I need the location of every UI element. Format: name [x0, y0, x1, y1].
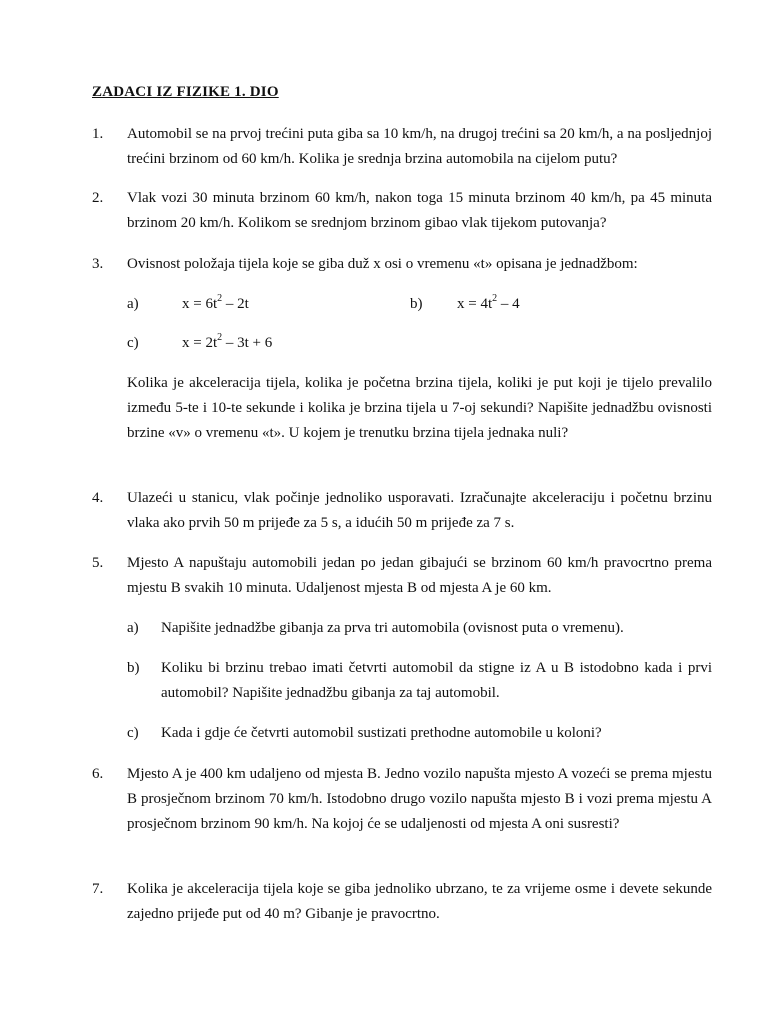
problem-3-question: Kolika je akceleracija tijela, kolika je početna brzina tijela, koliki je put koji je tijelo prevalilo između 5-te i 10-te sekunde i kolika je brzina tijela u 7-oj sekundi? Napišite jednadžbu ovisnosti brzine «v» o vremenu «t». U kojem je trenutku brzina tijela jednaka nuli? [127, 375, 712, 441]
problem-6-text: Mjesto A je 400 km udaljeno od mjesta B. Jedno vozilo napušta mjesto A vozeći se prema mjestu B prosječnom brzinom 70 km/h. Istodobno drugo vozilo napušta mjesto B i vozi prema mjestu A prosječnom brzinom 90 km/h. Na kojoj će se udaljenosti od mjesta A oni susresti? [127, 766, 712, 832]
problem-3-a-equation: $x = 6t^2 - 2t$ [182, 293, 249, 312]
problem-1-number: 1. [92, 126, 104, 142]
problem-5-c-label: c) [127, 725, 139, 741]
problem-1-text: Automobil se na prvoj trećini puta giba sa 10 km/h, na drugoj trećini sa 20 km/h, a na posljednjoj trećini brzinom od 60 km/h. Kolika je srednja brzina automobila na cijelom putu? [127, 126, 712, 167]
problem-3-text: Ovisnost položaja tijela koje se giba duž x osi o vremenu «t» opisana je jednadžbom: [127, 256, 638, 272]
problem-3-b-label: b) [410, 296, 423, 312]
problem-3-a-label: a) [127, 296, 139, 312]
problem-3-c-label: c) [127, 335, 139, 351]
problem-7-number: 7. [92, 881, 104, 897]
problem-2-number: 2. [92, 190, 104, 206]
problem-5-c-text: Kada i gdje će četvrti automobil sustizati prethodne automobile u koloni? [161, 725, 602, 741]
problem-3-number: 3. [92, 256, 104, 272]
problem-5-a-text: Napišite jednadžbe gibanja za prva tri automobila (ovisnost puta o vremenu). [161, 620, 624, 636]
problem-5-a-label: a) [127, 620, 139, 636]
problem-5-b-text: Koliku bi brzinu trebao imati četvrti automobil da stigne iz A u B istodobno kada i prvi automobil? Napišite jednadžbu gibanja za taj automobil. [161, 660, 712, 701]
problem-3-b-equation: $x = 4t^2 - 4$ [457, 293, 520, 312]
problem-4-number: 4. [92, 490, 104, 506]
problem-5-number: 5. [92, 555, 104, 571]
problem-5-b-label: b) [127, 660, 140, 676]
problem-2-text: Vlak vozi 30 minuta brzinom 60 km/h, nakon toga 15 minuta brzinom 40 km/h, pa 45 minuta brzinom 20 km/h. Kolikom se srednjom brzinom gibao vlak tijekom putovanja? [127, 190, 712, 231]
problem-7-text: Kolika je akceleracija tijela koje se giba jednoliko ubrzano, te za vrijeme osme i devete sekunde zajedno prijeđe put od 40 m? Gibanje je pravocrtno. [127, 881, 712, 922]
problem-4-text: Ulazeći u stanicu, vlak počinje jednoliko usporavati. Izračunajte akceleraciju i početnu brzinu vlaka ako prvih 50 m prijeđe za 5 s, a idućih 50 m prijeđe za 7 s. [127, 490, 712, 531]
problem-6-number: 6. [92, 766, 104, 782]
problem-5-text: Mjesto A napuštaju automobili jedan po jedan gibajući se brzinom 60 km/h pravocrtno prema mjestu B svakih 10 minuta. Udaljenost mjesta B od mjesta A je 60 km. [127, 555, 712, 596]
problem-3-c-equation: $x = 2t^2 - 3t + 6$ [182, 332, 273, 351]
document-title: ZADACI IZ FIZIKE 1. DIO [92, 84, 279, 100]
